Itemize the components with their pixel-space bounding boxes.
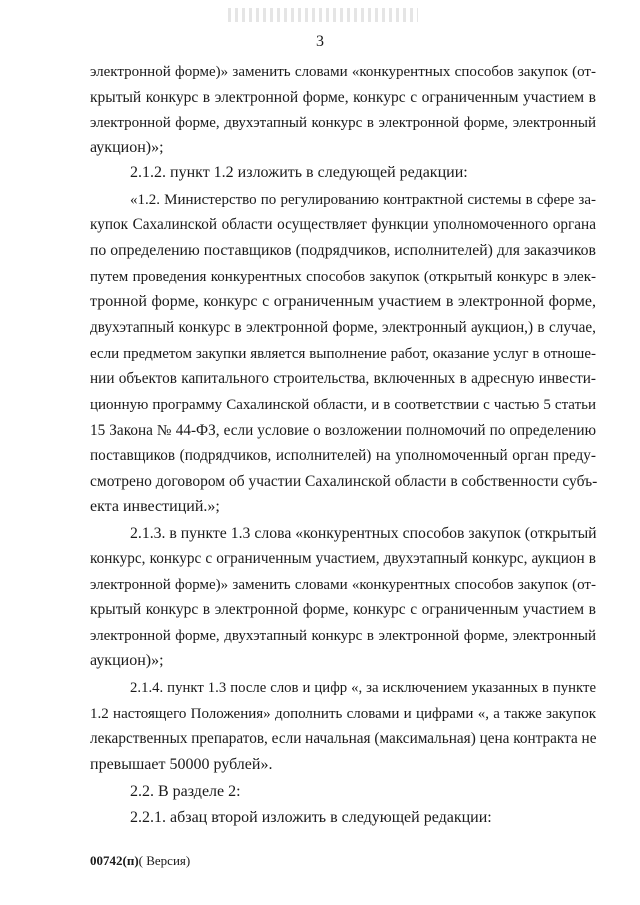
text-line: аукцион)»; <box>90 139 164 156</box>
text-line: ционную программу Сахалинской области, и в соответствии с частью 5 статьи <box>90 397 596 413</box>
text-line: двухэтапный конкурс в электронной форме, электронный аукцион,) в случае, <box>90 319 596 336</box>
text-line: тронной форме, конкурс с ограниченным участием в электронной форме, <box>90 293 596 310</box>
text-line: 2.2.1. абзац второй изложить в следующей редакции: <box>130 809 492 826</box>
text-line: 2.1.2. пункт 1.2 изложить в следующей редакции: <box>130 164 468 181</box>
text-line: поставщиков (подрядчиков, исполнителей) на уполномоченный орган преду- <box>90 447 596 464</box>
text-line: электронной форме)» заменить словами «конкурентных способов закупок (от- <box>90 577 596 593</box>
text-line: электронной форме, двухэтапный конкурс в электронной форме, электронный <box>90 628 596 644</box>
text-line: крытый конкурс в электронной форме, конкурс с ограниченным участием в <box>90 601 596 618</box>
text-line: 2.2. В разделе 2: <box>130 783 241 800</box>
text-line: по определению поставщиков (подрядчиков, исполнителей) для заказчиков <box>90 242 596 259</box>
text-line: путем проведения конкурентных способов закупок (открытый конкурс в элек- <box>90 269 596 285</box>
text-line: 2.1.3. в пункте 1.3 слова «конкурентных способов закупок (открытый <box>130 525 597 542</box>
text-line: крытый конкурс в электронной форме, конкурс с ограниченным участием в <box>90 89 596 106</box>
text-line: электронной форме)» заменить словами «конкурентных способов закупок (от- <box>90 64 596 80</box>
page-number: 3 <box>316 33 324 50</box>
document-version: ( Версия) <box>138 853 191 868</box>
text-line: 2.1.4. пункт 1.3 после слов и цифр «, за исключением указанных в пункте <box>130 680 596 696</box>
text-line: электронной форме, двухэтапный конкурс в электронной форме, электронный <box>90 115 596 131</box>
document-footer <box>90 853 190 869</box>
text-line: если предметом закупки является выполнение работ, оказание услуг в отноше- <box>90 346 596 362</box>
scan-artifact <box>228 8 418 22</box>
text-line: смотрено договором об участии Сахалинской области в собственности субъ- <box>90 473 598 490</box>
text-line: лекарственных препаратов, если начальная (максимальная) цена контракта не <box>90 730 597 747</box>
document-code: 00742(п) <box>90 853 139 868</box>
text-line: нии объектов капитального строительства, включенных в адресную инвести- <box>90 370 596 387</box>
text-line: конкурс, конкурс с ограниченным участием, двухэтапный конкурс, аукцион в <box>90 550 596 567</box>
text-line: 1.2 настоящего Положения» дополнить словами и цифрами «, а также закупок <box>90 706 596 722</box>
text-line: аукцион)»; <box>90 652 164 669</box>
text-line: «1.2. Министерство по регулированию контрактной системы в сфере за- <box>130 192 596 208</box>
text-line: купок Сахалинской области осуществляет функции уполномоченного органа <box>90 216 596 233</box>
text-line: превышает 50000 рублей». <box>90 756 273 773</box>
text-line: 15 Закона № 44-ФЗ, если условие о возложении полномочий по определению <box>90 422 596 439</box>
text-line: екта инвестиций.»; <box>90 498 220 515</box>
